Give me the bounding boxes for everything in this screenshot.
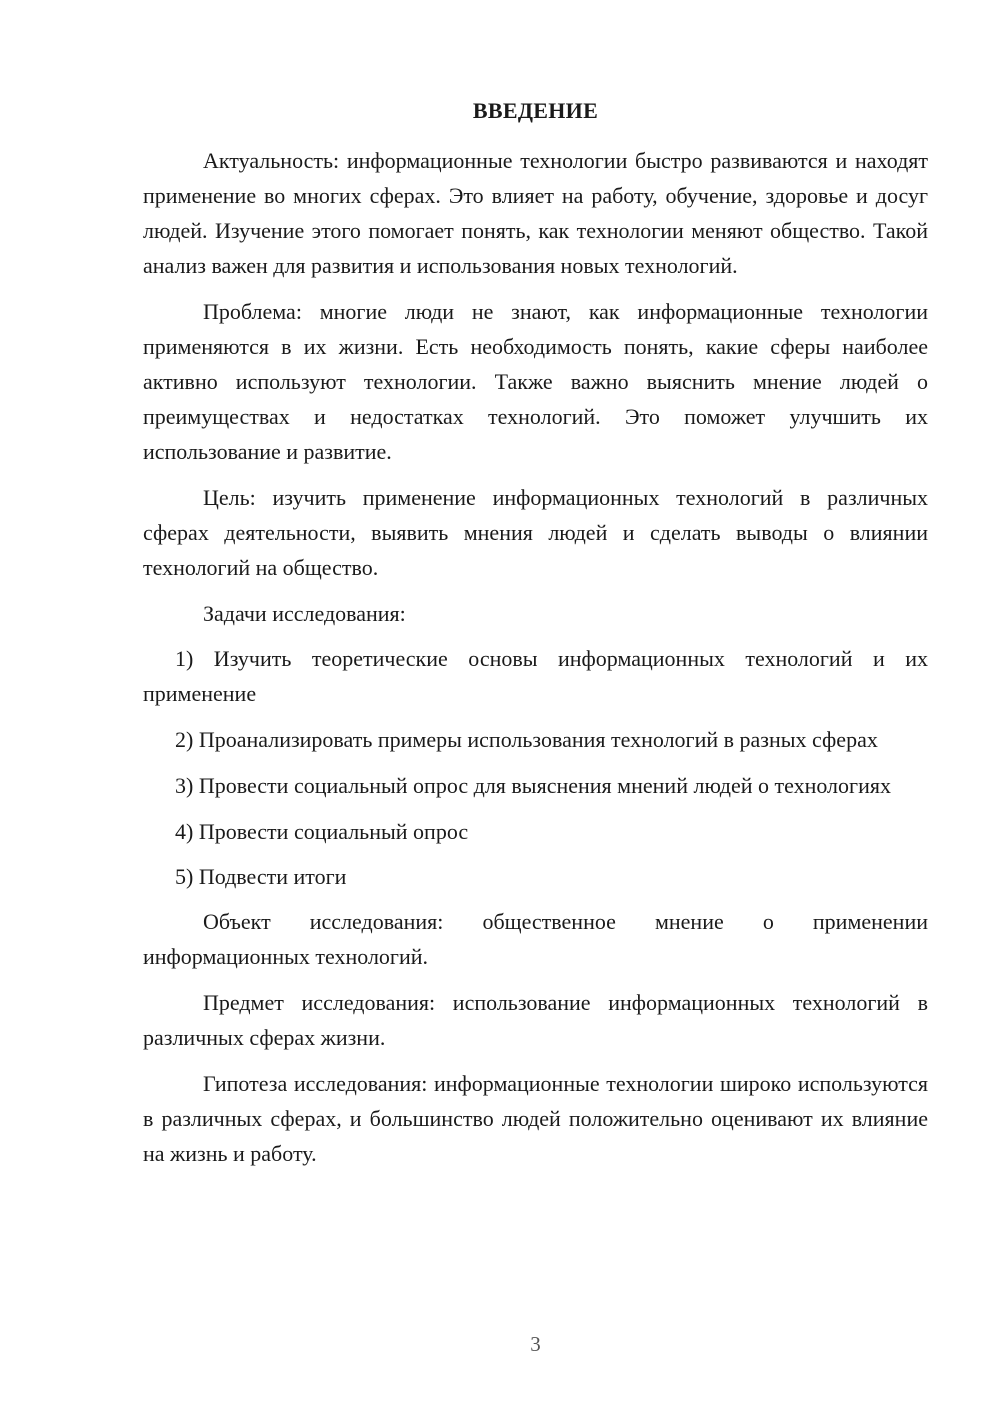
- document-page: [143, 0, 928, 1414]
- goal-paragraph: Цель: изучить применение информационных технологий в различных сферах деятельности, выявить мнения людей и сделать выводы о влиянии технологий на общество.: [143, 485, 928, 580]
- subject-paragraph: Предмет исследования: использование информационных технологий в различных сферах жизни.: [143, 990, 928, 1050]
- problem-paragraph: Проблема: многие люди не знают, как информационные технологии применяются в их жизни. Есть необходимость понять, какие сферы наиболее активно используют технологии. Также важно выяснить мнение людей о преимуществах и недостатках технологий. Это поможет улучшить их использование и развитие.: [143, 299, 928, 464]
- task-item-3: 3) Провести социальный опрос для выяснения мнений людей о технологиях: [175, 773, 891, 798]
- task-item-4: 4) Провести социальный опрос: [175, 819, 469, 844]
- object-paragraph: Объект исследования: общественное мнение о применении информационных технологий.: [143, 909, 928, 969]
- section-title: ВВЕДЕНИЕ: [472, 98, 599, 123]
- task-item-2: 2) Проанализировать примеры использования технологий в разных сферах: [175, 727, 878, 752]
- task-item-1: 1) Изучить теоретические основы информационных технологий и их применение: [143, 646, 928, 706]
- page-number: 3: [530, 1332, 541, 1356]
- hypothesis-paragraph: Гипотеза исследования: информационные технологии широко используются в различных сферах, и большинство людей положительно оценивают их влияние на жизнь и работу.: [143, 1071, 928, 1166]
- document-body: [143, 143, 928, 1182]
- tasks-heading: Задачи исследования:: [203, 601, 406, 626]
- task-item-5: 5) Подвести итоги: [175, 864, 347, 889]
- relevance-paragraph: Актуальность: информационные технологии быстро развиваются и находят применение во многих сферах. Это влияет на работу, обучение, здоровье и досуг людей. Изучение этого помогает понять, как технологии меняют общество. Такой анализ важен для развития и использования новых технологий.: [143, 148, 928, 278]
